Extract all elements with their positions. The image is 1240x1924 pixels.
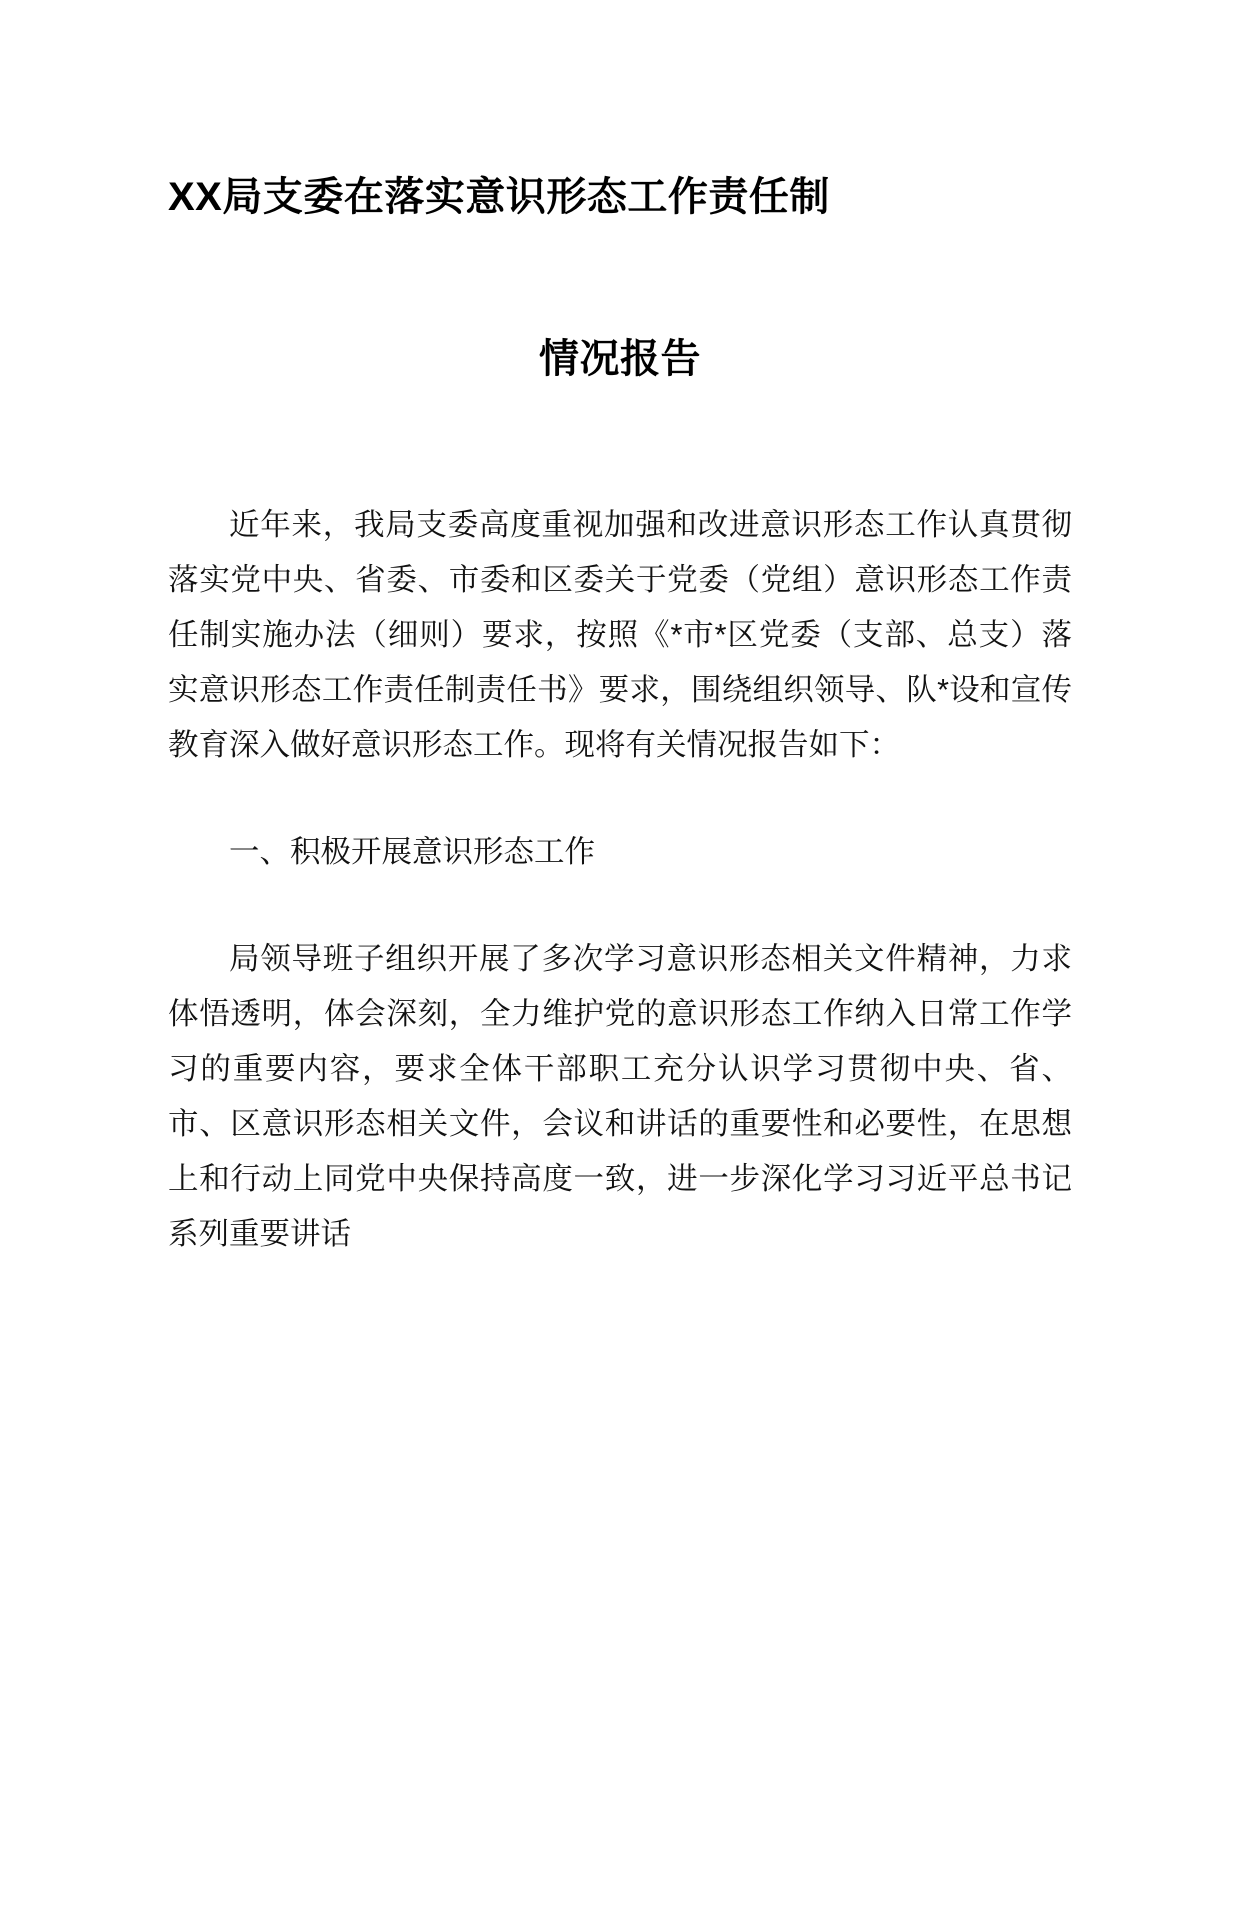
document-page [0, 170, 1240, 1924]
document-title-line-2: 情况报告 [539, 337, 701, 381]
section-heading-1: 一、积极开展意识形态工作 [229, 835, 595, 869]
paragraph-spacer [168, 773, 1072, 825]
paragraph-spacer [168, 880, 1072, 932]
document-title-line-1: XX局支委在落实意识形态工作责任制 [168, 175, 830, 219]
paragraph-intro: 近年来，我局支委高度重视加强和改进意识形态工作认真贯彻落实党中央、省委、市委和区委关于党委（党组）意识形态工作责任制实施办法（细则）要求，按照《*市*区党委（支部、总支）落实意识形态工作责任制责任书》要求，围绕组织领导、队*设和宣传教育深入做好意识形态工作。现将有关情况报告如下： [168, 508, 1072, 762]
document-body [168, 498, 1072, 1262]
paragraph-section-1-body: 局领导班子组织开展了多次学习意识形态相关文件精神，力求体悟透明，体会深刻，全力维护党的意识形态工作纳入日常工作学习的重要内容，要求全体干部职工充分认识学习贯彻中央、省、市、区意识形态相关文件，会议和讲话的重要性和必要性，在思想上和行动上同党中央保持高度一致，进一步深化学习习近平总书记系列重要讲话 [168, 942, 1072, 1251]
